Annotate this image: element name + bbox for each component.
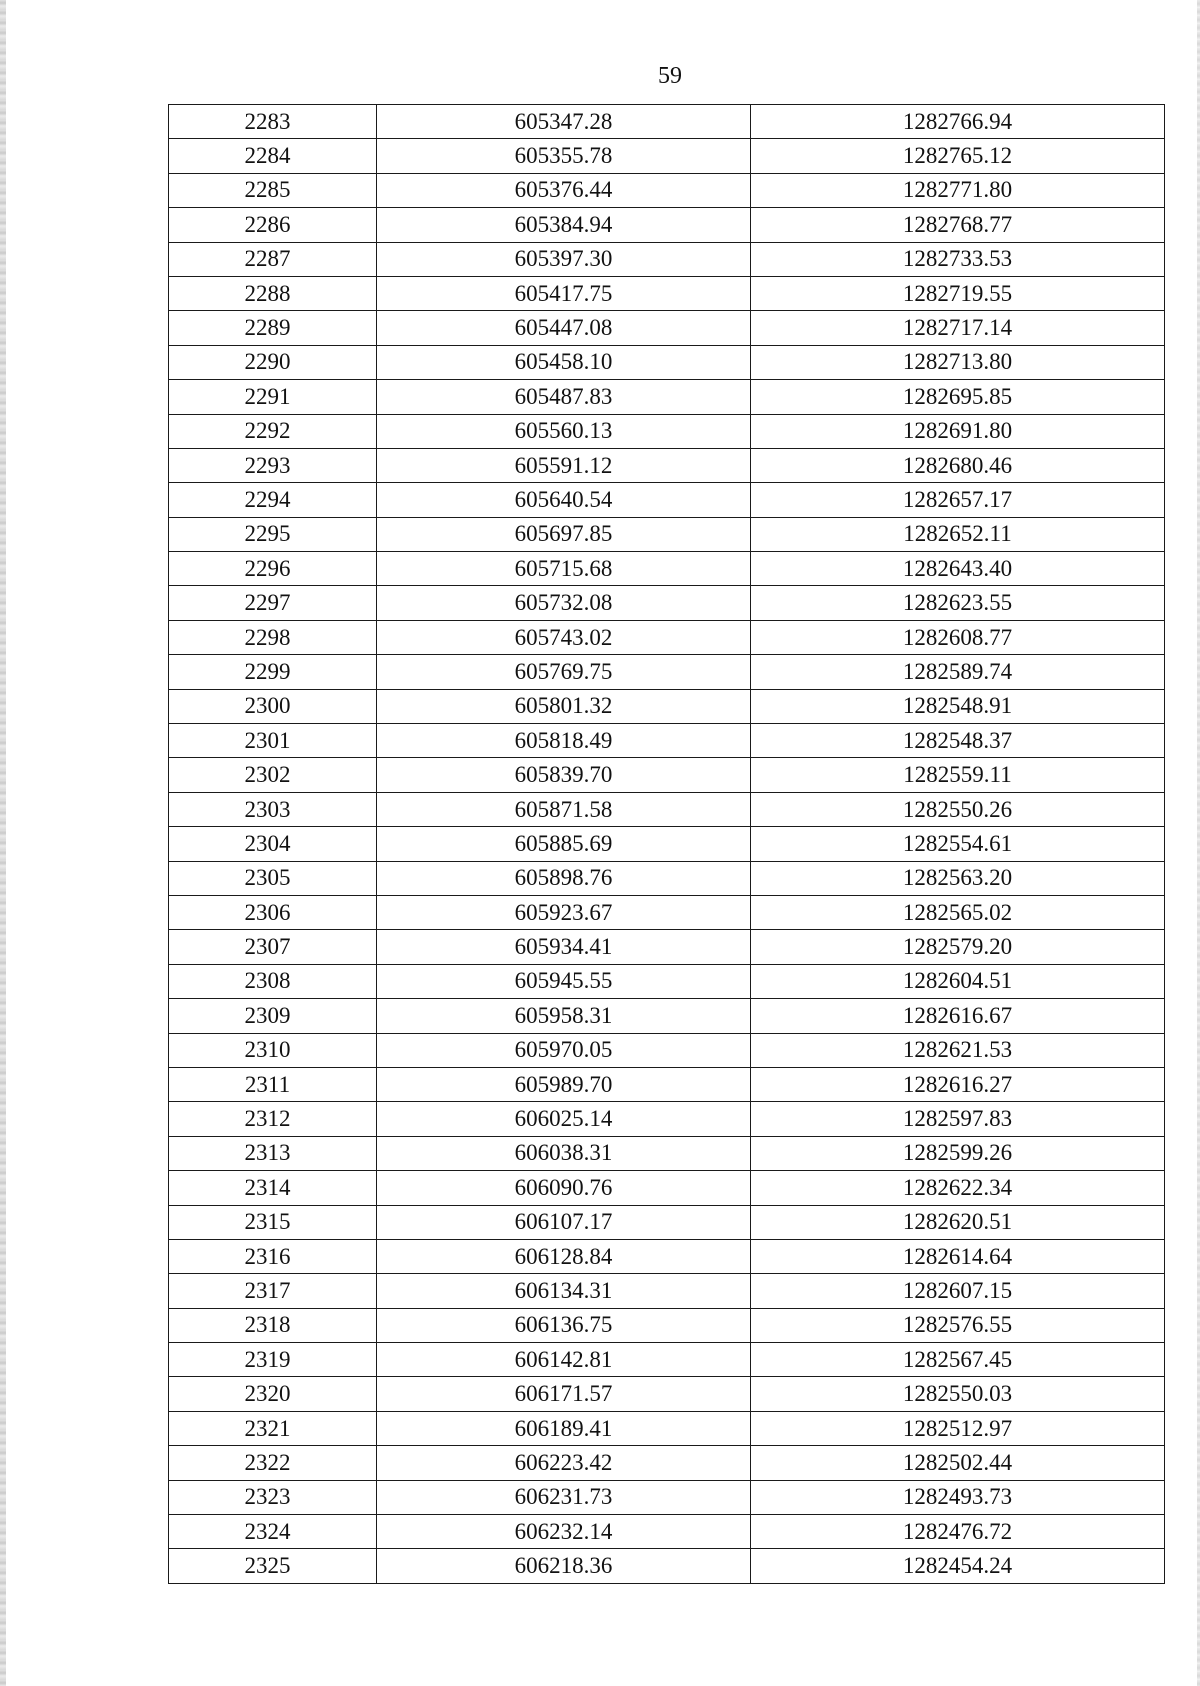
y-coordinate-cell: 1282680.46	[751, 448, 1165, 482]
y-coordinate-cell: 1282765.12	[751, 139, 1165, 173]
point-number-cell: 2314	[169, 1171, 377, 1205]
point-number-cell: 2304	[169, 827, 377, 861]
point-number-cell: 2296	[169, 552, 377, 586]
x-coordinate-cell: 605376.44	[377, 173, 751, 207]
x-coordinate-cell: 606038.31	[377, 1136, 751, 1170]
y-coordinate-cell: 1282616.67	[751, 999, 1165, 1033]
x-coordinate-cell: 606090.76	[377, 1171, 751, 1205]
table-row	[169, 1102, 1165, 1136]
table-row	[169, 345, 1165, 379]
x-coordinate-cell: 606171.57	[377, 1377, 751, 1411]
x-coordinate-cell: 605871.58	[377, 792, 751, 826]
point-number-cell: 2306	[169, 895, 377, 929]
point-number-cell: 2325	[169, 1549, 377, 1583]
table-row	[169, 1411, 1165, 1445]
table-row	[169, 964, 1165, 998]
y-coordinate-cell: 1282589.74	[751, 655, 1165, 689]
point-number-cell: 2310	[169, 1033, 377, 1067]
y-coordinate-cell: 1282717.14	[751, 311, 1165, 345]
x-coordinate-cell: 605458.10	[377, 345, 751, 379]
y-coordinate-cell: 1282623.55	[751, 586, 1165, 620]
point-number-cell: 2291	[169, 380, 377, 414]
y-coordinate-cell: 1282567.45	[751, 1343, 1165, 1377]
x-coordinate-cell: 605640.54	[377, 483, 751, 517]
y-coordinate-cell: 1282502.44	[751, 1446, 1165, 1480]
y-coordinate-cell: 1282608.77	[751, 620, 1165, 654]
x-coordinate-cell: 605347.28	[377, 105, 751, 139]
y-coordinate-cell: 1282766.94	[751, 105, 1165, 139]
table-row	[169, 173, 1165, 207]
table-row	[169, 208, 1165, 242]
point-number-cell: 2293	[169, 448, 377, 482]
x-coordinate-cell: 606223.42	[377, 1446, 751, 1480]
table-row	[169, 105, 1165, 139]
point-number-cell: 2323	[169, 1480, 377, 1514]
y-coordinate-cell: 1282733.53	[751, 242, 1165, 276]
y-coordinate-cell: 1282476.72	[751, 1515, 1165, 1549]
point-number-cell: 2303	[169, 792, 377, 826]
x-coordinate-cell: 605732.08	[377, 586, 751, 620]
x-coordinate-cell: 605697.85	[377, 517, 751, 551]
table-row	[169, 1515, 1165, 1549]
table-row	[169, 414, 1165, 448]
y-coordinate-cell: 1282657.17	[751, 483, 1165, 517]
y-coordinate-cell: 1282512.97	[751, 1411, 1165, 1445]
table-row	[169, 999, 1165, 1033]
table-row	[169, 311, 1165, 345]
x-coordinate-cell: 605560.13	[377, 414, 751, 448]
x-coordinate-cell: 605715.68	[377, 552, 751, 586]
table-row	[169, 895, 1165, 929]
x-coordinate-cell: 606189.41	[377, 1411, 751, 1445]
table-row	[169, 276, 1165, 310]
table-row	[169, 1067, 1165, 1101]
point-number-cell: 2308	[169, 964, 377, 998]
point-number-cell: 2298	[169, 620, 377, 654]
table-row	[169, 861, 1165, 895]
x-coordinate-cell: 605839.70	[377, 758, 751, 792]
y-coordinate-cell: 1282604.51	[751, 964, 1165, 998]
table-row	[169, 655, 1165, 689]
point-number-cell: 2312	[169, 1102, 377, 1136]
table-row	[169, 1343, 1165, 1377]
y-coordinate-cell: 1282548.91	[751, 689, 1165, 723]
table-row	[169, 758, 1165, 792]
table-row	[169, 827, 1165, 861]
table-row	[169, 1239, 1165, 1273]
point-number-cell: 2290	[169, 345, 377, 379]
y-coordinate-cell: 1282550.03	[751, 1377, 1165, 1411]
coordinate-table-body	[169, 105, 1165, 1584]
page-number: 59	[658, 63, 682, 89]
point-number-cell: 2292	[169, 414, 377, 448]
table-row	[169, 1136, 1165, 1170]
x-coordinate-cell: 605970.05	[377, 1033, 751, 1067]
y-coordinate-cell: 1282554.61	[751, 827, 1165, 861]
table-row	[169, 380, 1165, 414]
x-coordinate-cell: 605417.75	[377, 276, 751, 310]
table-row	[169, 724, 1165, 758]
x-coordinate-cell: 605355.78	[377, 139, 751, 173]
table-row	[169, 930, 1165, 964]
y-coordinate-cell: 1282548.37	[751, 724, 1165, 758]
x-coordinate-cell: 605397.30	[377, 242, 751, 276]
point-number-cell: 2315	[169, 1205, 377, 1239]
point-number-cell: 2320	[169, 1377, 377, 1411]
x-coordinate-cell: 605447.08	[377, 311, 751, 345]
point-number-cell: 2287	[169, 242, 377, 276]
coordinate-table-container	[168, 104, 1164, 1584]
y-coordinate-cell: 1282695.85	[751, 380, 1165, 414]
table-row	[169, 689, 1165, 723]
y-coordinate-cell: 1282616.27	[751, 1067, 1165, 1101]
point-number-cell: 2321	[169, 1411, 377, 1445]
y-coordinate-cell: 1282493.73	[751, 1480, 1165, 1514]
x-coordinate-cell: 606025.14	[377, 1102, 751, 1136]
table-row	[169, 483, 1165, 517]
point-number-cell: 2301	[169, 724, 377, 758]
x-coordinate-cell: 606218.36	[377, 1549, 751, 1583]
table-row	[169, 1171, 1165, 1205]
y-coordinate-cell: 1282579.20	[751, 930, 1165, 964]
x-coordinate-cell: 605487.83	[377, 380, 751, 414]
y-coordinate-cell: 1282550.26	[751, 792, 1165, 826]
coordinate-table	[168, 104, 1165, 1584]
y-coordinate-cell: 1282691.80	[751, 414, 1165, 448]
y-coordinate-cell: 1282719.55	[751, 276, 1165, 310]
x-coordinate-cell: 605801.32	[377, 689, 751, 723]
x-coordinate-cell: 605769.75	[377, 655, 751, 689]
point-number-cell: 2302	[169, 758, 377, 792]
point-number-cell: 2318	[169, 1308, 377, 1342]
x-coordinate-cell: 606231.73	[377, 1480, 751, 1514]
point-number-cell: 2288	[169, 276, 377, 310]
x-coordinate-cell: 606128.84	[377, 1239, 751, 1273]
y-coordinate-cell: 1282771.80	[751, 173, 1165, 207]
y-coordinate-cell: 1282576.55	[751, 1308, 1165, 1342]
x-coordinate-cell: 605384.94	[377, 208, 751, 242]
point-number-cell: 2285	[169, 173, 377, 207]
y-coordinate-cell: 1282559.11	[751, 758, 1165, 792]
x-coordinate-cell: 605743.02	[377, 620, 751, 654]
point-number-cell: 2316	[169, 1239, 377, 1273]
table-row	[169, 448, 1165, 482]
point-number-cell: 2317	[169, 1274, 377, 1308]
x-coordinate-cell: 605923.67	[377, 895, 751, 929]
point-number-cell: 2324	[169, 1515, 377, 1549]
point-number-cell: 2311	[169, 1067, 377, 1101]
point-number-cell: 2286	[169, 208, 377, 242]
x-coordinate-cell: 606134.31	[377, 1274, 751, 1308]
y-coordinate-cell: 1282622.34	[751, 1171, 1165, 1205]
table-row	[169, 586, 1165, 620]
x-coordinate-cell: 605818.49	[377, 724, 751, 758]
y-coordinate-cell: 1282614.64	[751, 1239, 1165, 1273]
point-number-cell: 2309	[169, 999, 377, 1033]
point-number-cell: 2307	[169, 930, 377, 964]
x-coordinate-cell: 606232.14	[377, 1515, 751, 1549]
x-coordinate-cell: 605934.41	[377, 930, 751, 964]
scan-edge-left	[0, 0, 6, 1686]
x-coordinate-cell: 606107.17	[377, 1205, 751, 1239]
point-number-cell: 2294	[169, 483, 377, 517]
point-number-cell: 2284	[169, 139, 377, 173]
y-coordinate-cell: 1282768.77	[751, 208, 1165, 242]
x-coordinate-cell: 605591.12	[377, 448, 751, 482]
point-number-cell: 2319	[169, 1343, 377, 1377]
table-row	[169, 517, 1165, 551]
y-coordinate-cell: 1282599.26	[751, 1136, 1165, 1170]
point-number-cell: 2313	[169, 1136, 377, 1170]
y-coordinate-cell: 1282621.53	[751, 1033, 1165, 1067]
table-row	[169, 1377, 1165, 1411]
point-number-cell: 2300	[169, 689, 377, 723]
y-coordinate-cell: 1282597.83	[751, 1102, 1165, 1136]
point-number-cell: 2289	[169, 311, 377, 345]
point-number-cell: 2322	[169, 1446, 377, 1480]
point-number-cell: 2295	[169, 517, 377, 551]
table-row	[169, 1446, 1165, 1480]
y-coordinate-cell: 1282620.51	[751, 1205, 1165, 1239]
table-row	[169, 242, 1165, 276]
table-row	[169, 1205, 1165, 1239]
table-row	[169, 1549, 1165, 1583]
table-row	[169, 552, 1165, 586]
table-row	[169, 1480, 1165, 1514]
x-coordinate-cell: 605958.31	[377, 999, 751, 1033]
table-row	[169, 1274, 1165, 1308]
table-row	[169, 1033, 1165, 1067]
x-coordinate-cell: 605898.76	[377, 861, 751, 895]
table-row	[169, 792, 1165, 826]
table-row	[169, 620, 1165, 654]
table-row	[169, 139, 1165, 173]
y-coordinate-cell: 1282563.20	[751, 861, 1165, 895]
x-coordinate-cell: 605945.55	[377, 964, 751, 998]
y-coordinate-cell: 1282713.80	[751, 345, 1165, 379]
point-number-cell: 2299	[169, 655, 377, 689]
y-coordinate-cell: 1282652.11	[751, 517, 1165, 551]
point-number-cell: 2305	[169, 861, 377, 895]
y-coordinate-cell: 1282607.15	[751, 1274, 1165, 1308]
point-number-cell: 2283	[169, 105, 377, 139]
x-coordinate-cell: 605885.69	[377, 827, 751, 861]
table-row	[169, 1308, 1165, 1342]
y-coordinate-cell: 1282565.02	[751, 895, 1165, 929]
point-number-cell: 2297	[169, 586, 377, 620]
x-coordinate-cell: 606142.81	[377, 1343, 751, 1377]
x-coordinate-cell: 606136.75	[377, 1308, 751, 1342]
y-coordinate-cell: 1282454.24	[751, 1549, 1165, 1583]
x-coordinate-cell: 605989.70	[377, 1067, 751, 1101]
y-coordinate-cell: 1282643.40	[751, 552, 1165, 586]
